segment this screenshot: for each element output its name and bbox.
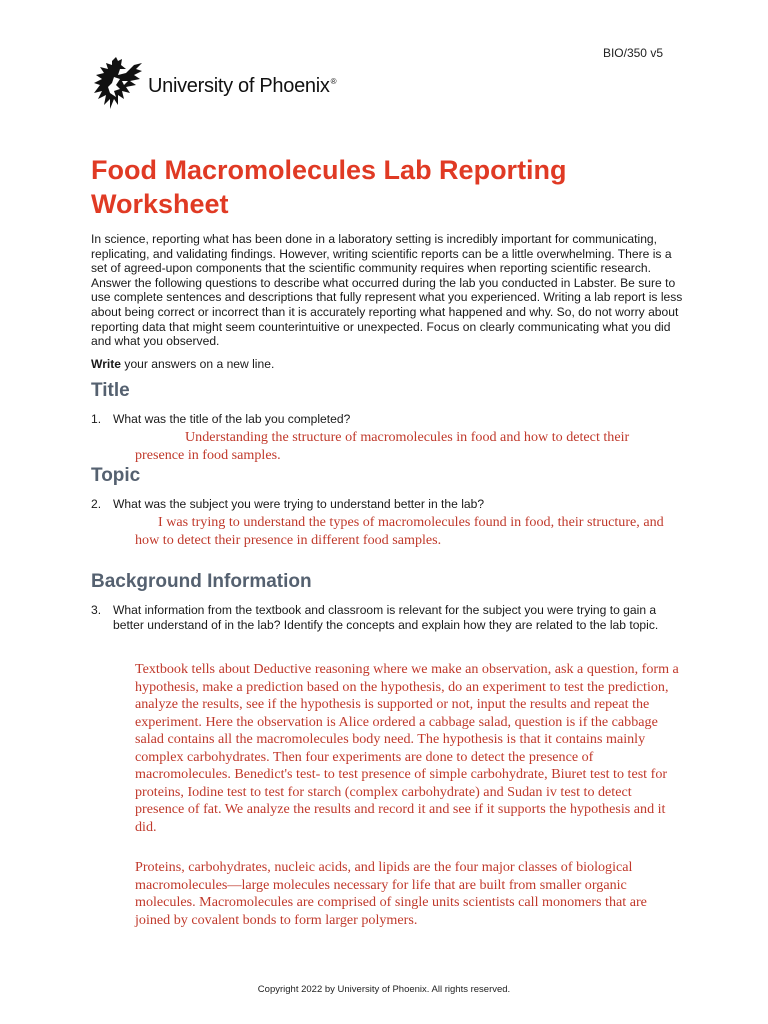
question-3: [91, 603, 681, 632]
instruction-text: your answers on a new line.: [121, 357, 275, 371]
answer-1: Understanding the structure of macromolecules in food and how to detect their presence in food samples.: [135, 429, 630, 463]
answer-2: I was trying to understand the types of macromolecules found in food, their structure, and how to detect their presence in different food samples.: [135, 514, 664, 548]
instruction-bold: Write: [91, 357, 122, 371]
section-heading-title: Title: [91, 380, 130, 401]
university-logo: [92, 55, 412, 117]
question-number: 1.: [91, 412, 102, 426]
question-text: What was the title of the lab you completed?: [113, 412, 351, 426]
question-2: [91, 497, 681, 512]
logo-wordmark: University of Phoenix: [148, 75, 330, 97]
intro-paragraph: In science, reporting what has been done in a laboratory setting is incredibly important for communicating, replicating, and validating findings. However, writing scientific reports can be a little overwhelming. There is a set of agreed-upon components that the scientific community requires when reporting scientific research. Answer the following questions to describe what occurred during the lab you conducted in Labster. Be sure to use complete sentences and descriptions that fully represent what you experienced. Writing a lab report is less about being correct or incorrect than it is accurately reporting what happened and why. So, do not worry about reporting data that might seem counterintuitive or unexpected. Focus on clearly communicating what you did and what you observed.: [91, 232, 683, 349]
document-title: Food Macromolecules Lab Reporting Worksheet: [91, 155, 567, 219]
question-number: 2.: [91, 497, 102, 511]
instruction-line: [91, 357, 274, 371]
phoenix-bird-icon: [92, 55, 144, 117]
question-text: What information from the textbook and classroom is relevant for the subject you were trying to gain a better understand of in the lab? Identify the concepts and explain how they are related to the lab topic.: [113, 603, 659, 632]
registered-mark: ®: [330, 77, 337, 86]
answer-3-paragraph-1: Textbook tells about Deductive reasoning where we make an observation, ask a question, form a hypothesis, make a prediction based on the hypothesis, do an experiment to test the prediction, analyze the results, see if the hypothesis is supported or not, input the results and repeat the experiment. Here the observation is Alice ordered a cabbage salad, question is if the cabbage salad contains all the macromolecules body need. The hypothesis is that it contains mainly complex carbohydrates. Then four experiments are done to detect the presence of macromolecules. Benedict's test- to test presence of simple carbohydrate, Biuret test to test for proteins, Iodine test to test for starch (complex carbohydrate) and Sudan iv test to detect presence of fat. We analyze the results and record it and see if it supports the hypothesis and it did.: [135, 661, 679, 835]
answer-3-paragraph-2: Proteins, carbohydrates, nucleic acids, and lipids are the four major classes of biological macromolecules—large molecules necessary for life that are built from smaller organic molecules. Macromolecules are comprised of single units scientists call monomers that are joined by covalent bonds to form larger polymers.: [135, 859, 647, 928]
question-text: What was the subject you were trying to understand better in the lab?: [113, 497, 485, 511]
copyright-footer: Copyright 2022 by University of Phoenix. All rights reserved.: [257, 984, 511, 995]
section-heading-background: Background Information: [91, 571, 312, 592]
course-code: BIO/350 v5: [602, 46, 663, 60]
question-number: 3.: [91, 603, 102, 617]
question-1: [91, 412, 681, 427]
section-heading-topic: Topic: [91, 465, 141, 486]
